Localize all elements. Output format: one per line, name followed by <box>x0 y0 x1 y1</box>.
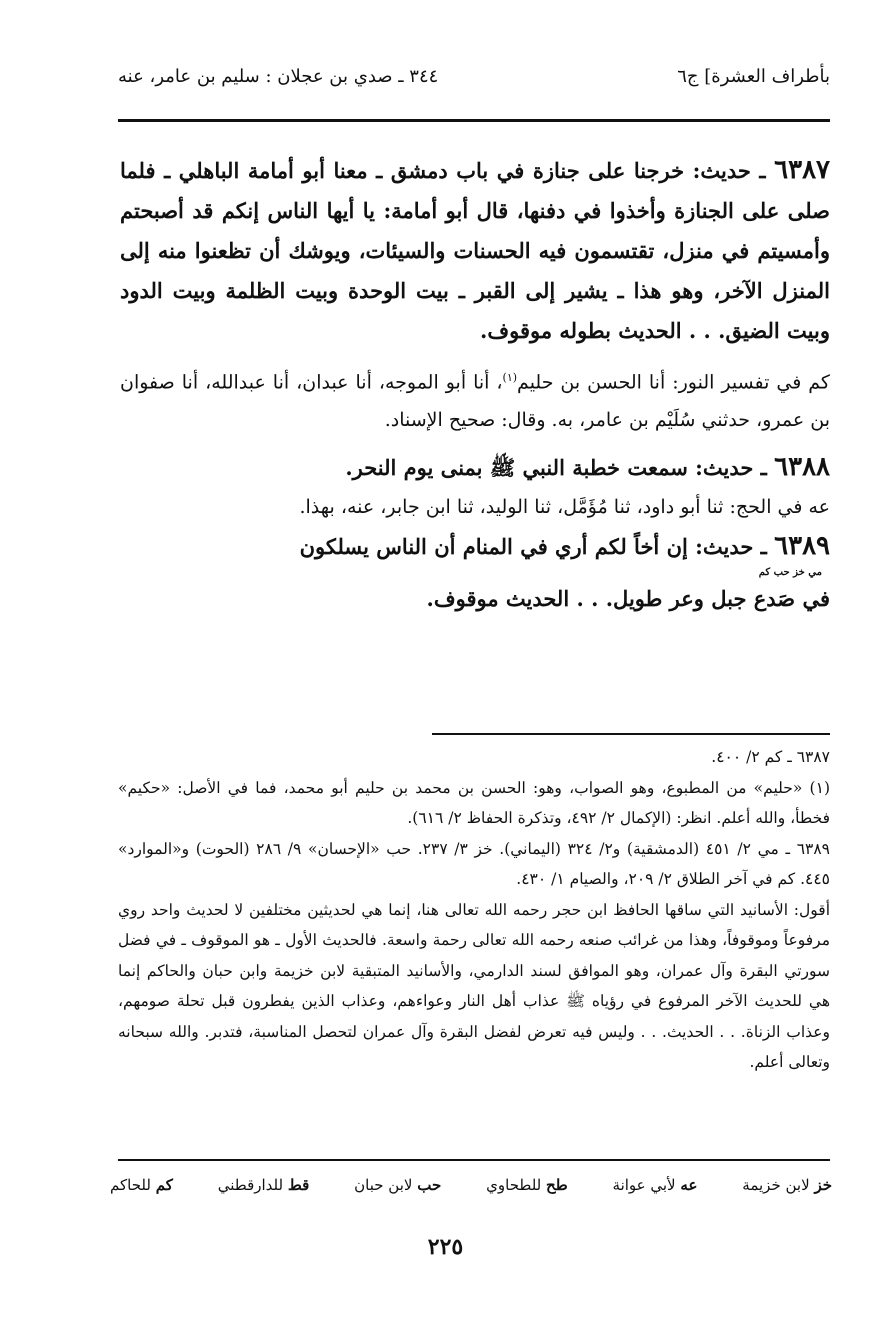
header-chapter-title: ٣٤٤ ـ صدي بن عجلان : سليم بن عامر، عنه <box>118 66 439 87</box>
footnote-ref: (١) <box>502 371 518 384</box>
hadith-number: ٦٣٨٨ <box>774 452 830 483</box>
hadith-text: ـ حديث: سمعت خطبة النبي ﷺ بمنى يوم النحر. <box>345 455 775 481</box>
legend-item: خز لابن خزيمة <box>742 1176 832 1194</box>
header-book-title: بأطراف العشرة] ج٦ <box>677 66 830 87</box>
abbreviation-legend <box>110 1176 832 1194</box>
footnote-6389: ٦٣٨٩ ـ مي ٢/ ٤٥١ (الدمشقية) و٢/ ٣٢٤ (اليماني). خز ٣/ ٢٣٧. حب «الإحسان» ٩/ ٢٨٦ (الحوت) و«الموارد» ٤٤٥. كم في آخر الطلاق ٢/ ٢٠٩، والصيام ١/ ٤٣٠. <box>118 839 830 888</box>
hadith-text: ـ حديث: خرجنا على جنازة في باب دمشق ـ معنا أبو أمامة الباهلي ـ فلما صلى على الجنازة وأخذوا في دفنها، قال أبو أمامة: يا أيها الناس إنكم قد أصبحتم وأمسيتم في منزل، تقتسمون فيه الحسنات والسيئات، ويوشك أن تظعنوا منه إلى المنزل الآخر، وهو هذا ـ يشير إلى القبر ـ بيت الوحدة وبيت الظلمة وبيت الدود وبيت الضيق. . . الحديث بطوله موقوف. <box>120 158 830 343</box>
legend-item: حب لابن حبان <box>354 1176 442 1194</box>
footnote-1: (١) «حليم» من المطبوع، وهو الصواب، وهو: الحسن بن محمد بن حليم أبو محمد، فما في الأصل: «حكيم» فخطأ، والله أعلم. انظر: (الإكمال ٢/ ٤٩٢، وتذكرة الحفاظ ٢/ ٦١٦). <box>118 778 830 827</box>
footnote-divider <box>432 733 830 735</box>
running-header <box>118 60 830 100</box>
commentary-text: كم في تفسير النور: أنا الحسن بن حليم <box>517 371 830 394</box>
main-text <box>120 150 830 619</box>
footnote-6387: ٦٣٨٧ ـ كم ٢/ ٤٠٠. <box>711 748 830 766</box>
commentary-6387 <box>120 359 830 439</box>
legend-item: طح للطحاوي <box>486 1176 568 1194</box>
spacer <box>120 439 830 447</box>
hadith-6388 <box>120 447 830 488</box>
hadith-6389 <box>120 526 830 619</box>
legend-item: قط للدارقطني <box>217 1176 310 1194</box>
commentary-text: ، أنا أبو الموجه، أنا عبدان، أنا عبدالله، أنا صفوان بن عمرو، حدثني سُلَيْم بن عامر، به. وقال: صحيح الإسناد. <box>120 371 830 432</box>
legend-item: كم للحاكم <box>110 1176 173 1194</box>
hadith-number: ٦٣٨٧ <box>774 155 830 185</box>
footnotes <box>118 742 830 1078</box>
legend-item: عه لأبي عوانة <box>612 1176 698 1194</box>
hadith-number: ٦٣٨٩ <box>774 531 830 562</box>
hadith-text: ـ حديث: إن أخاً لكم أري في المنام أن الناس يسلكون <box>299 534 775 560</box>
header-divider <box>118 119 830 122</box>
footnote-remark: أقول: الأسانيد التي ساقها الحافظ ابن حجر رحمه الله تعالى هنا، إنما هي لحديثين مختلفين لا لحديث واحد روي مرفوعاً وموقوفاً، وهذا من غرائب صنعه رحمه الله تعالى رحمة واسعة. فالحديث الأول ـ هو الموقوف ـ في فضل سورتي البقرة وآل عمران، وهو الموافق لسند الدارمي، والأسانيد المتبقية لابن خزيمة وابن حبان والحاكم إنما هي للحديث الآخر المرفوع في رؤياه ﷺ عذاب أهل النار وعواءهم، وعذاب الذين يفطرون قبل تحلة صومهم، وعذاب الزناة. . . الحديث. . . وليس فيه تعرض لفضل البقرة وآل عمران لتحصل المناسبة، فتدبر. والله سبحانه وتعالى أعلم. <box>118 900 830 1071</box>
source-sigla: مي خز حب كم <box>758 567 822 579</box>
page-number: ٢٢٥ <box>427 1234 464 1260</box>
commentary-text: عه في الحج: ثنا أبو داود، ثنا مُؤَمَّل، ثنا الوليد، ثنا ابن جابر، عنه، بهذا. <box>299 496 830 519</box>
commentary-6388 <box>120 488 830 526</box>
hadith-6387 <box>120 150 830 351</box>
spacer <box>120 351 830 359</box>
legend-divider <box>118 1159 830 1161</box>
hadith-text: في صَدع جبل وعر طويل. . . الحديث موقوف. <box>426 586 830 612</box>
